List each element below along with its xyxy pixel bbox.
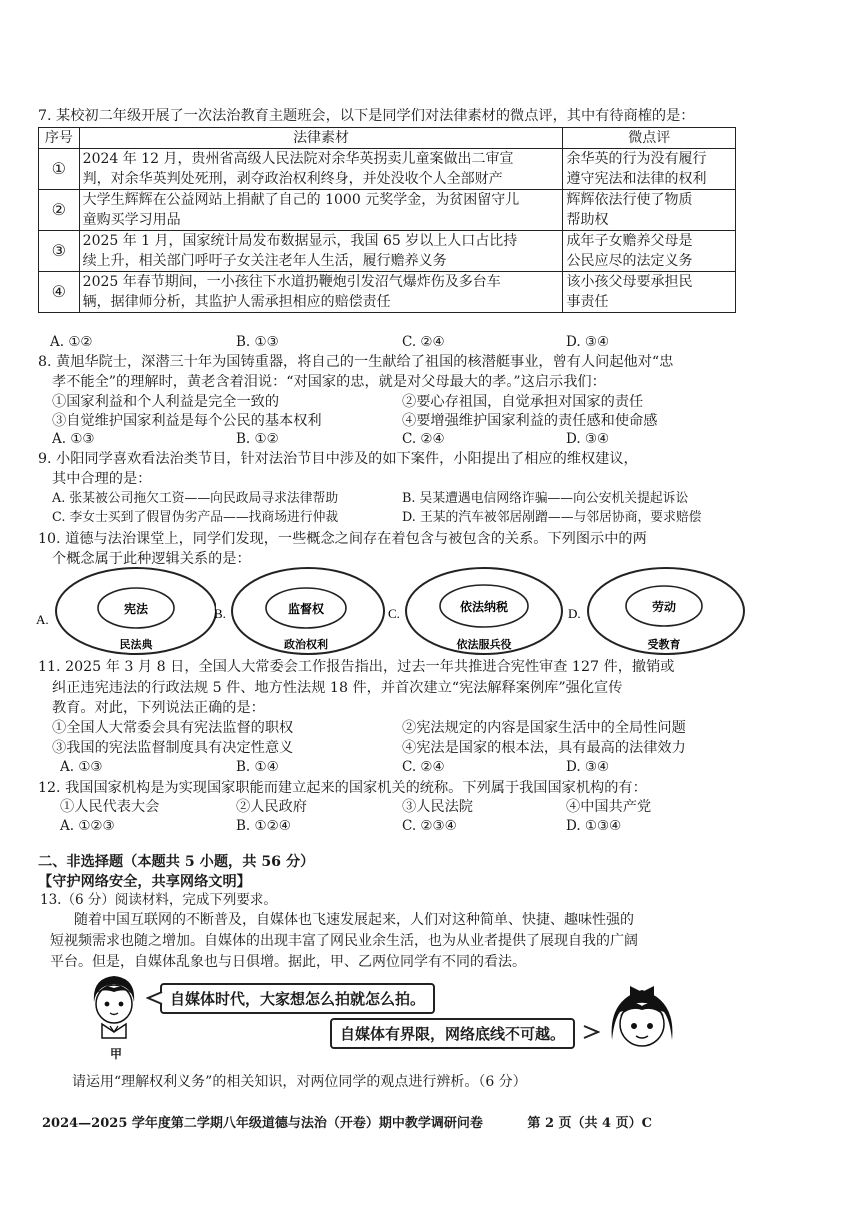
q7-option-a[interactable]: A. ①②: [50, 334, 93, 350]
page-footer: [42, 1112, 652, 1131]
q11-item: ②宪法规定的内容是国家生活中的全局性问题: [402, 720, 686, 736]
q12-item: ④中国共产党: [566, 799, 652, 815]
row-number: ①: [39, 149, 80, 190]
q11-item: ③我国的宪法监督制度具有决定性意义: [52, 740, 294, 756]
footer-exam-title: 2024—2025 学年度第二学期八年级道德与法治（开卷）期中教学调研问卷: [42, 1116, 483, 1131]
row-material: [79, 190, 563, 231]
q8-item: ④要增强维护国家利益的责任感和使命感: [402, 413, 658, 429]
q10-diagram-b[interactable]: [214, 566, 394, 660]
bubble-text: 自媒体时代，大家想怎么拍就怎么拍。: [170, 990, 426, 1008]
table-header-row: [39, 128, 736, 149]
q8-stem-line: 孝不能全”的理解时，黄老含着泪说：“对国家的忠，就是对父母最大的孝。”这启示我们：: [52, 374, 606, 390]
speech-bubble-jia: [160, 983, 435, 1014]
row-comment: [563, 272, 736, 313]
material-line: 大学生辉辉在公益网站上捐献了自己的 1000 元奖学金，为贫困留守儿: [82, 192, 520, 208]
q10-stem-line: 个概念属于此种逻辑关系的是：: [52, 551, 251, 567]
q8-stem-line: 8. 黄旭华院士，深潜三十年为国铸重器，将自己的一生献给了祖国的核潜艇事业，曾有人问起他对“忠: [38, 354, 674, 370]
diagram-outer-label: 受教育: [647, 638, 681, 651]
q8-item: ③自觉维护国家利益是每个公民的基本权利: [52, 413, 322, 429]
row-comment: [563, 190, 736, 231]
diagram-outer-label: 依法服兵役: [456, 638, 512, 651]
q11-option-b[interactable]: B. ①④: [236, 759, 279, 775]
row-material: [79, 272, 563, 313]
row-comment: [563, 231, 736, 272]
q10-diagram-d[interactable]: [568, 566, 750, 660]
comment-line: 事责任: [566, 294, 609, 310]
row-number: ②: [39, 190, 80, 231]
comment-line: 公民应尽的法定义务: [566, 253, 693, 269]
material-line: 续上升，相关部门呼吁子女关注老年人生活，履行赡养义务: [82, 253, 447, 269]
q11-item: ①全国人大常委会具有宪法监督的职权: [52, 720, 294, 736]
q9-stem-line: 9. 小阳同学喜欢看法治类节目，针对法治节目中涉及的如下案件，小阳提出了相应的维权建议，: [38, 451, 638, 467]
q8-option-d[interactable]: D. ③④: [566, 431, 610, 447]
q8-item: ①国家利益和个人利益是完全一致的: [52, 394, 280, 410]
comment-line: 该小孩父母要承担民: [566, 274, 693, 290]
q7-option-d[interactable]: D. ③④: [566, 334, 610, 350]
q13-task: 请运用“理解权利义务”的相关知识，对两位同学的观点进行辨析。（6 分）: [72, 1074, 527, 1090]
material-line: 2024 年 12 月，贵州省高级人民法院对余华英拐卖儿童案做出二审宣: [82, 151, 514, 167]
q10-stem-line: 10. 道德与法治课堂上，同学们发现，一些概念之间存在着包含与被包含的关系。下列图示中的两: [38, 531, 647, 547]
row-material: [79, 231, 563, 272]
q12-stem: 12. 我国国家机构是为实现国家职能而建立起来的国家机关的统称。下列属于我国国家机构的有：: [38, 780, 647, 796]
table-row: [39, 190, 736, 231]
material-line: 2025 年 1 月，国家统计局发布数据显示，我国 65 岁以上人口占比持: [82, 233, 518, 249]
table-header-material: 法律素材: [79, 128, 563, 149]
table-header-no: 序号: [39, 128, 80, 149]
student-jia-label: 甲: [110, 1047, 123, 1061]
table-row: [39, 272, 736, 313]
comment-line: 成年子女赡养父母是: [566, 233, 693, 249]
q8-item: ②要心存祖国，自觉承担对国家的责任: [402, 394, 644, 410]
bubble-text: 自媒体有界限，网络底线不可越。: [340, 1025, 566, 1043]
q9-stem-line: 其中合理的是：: [52, 471, 152, 487]
diagram-inner-label: 依法纳税: [459, 600, 509, 614]
row-number: ③: [39, 231, 80, 272]
q13-para-line: 平台。但是，自媒体乱象也与日俱增。据此，甲、乙两位同学有不同的看法。: [50, 954, 526, 970]
material-line: 童购买学习用品: [82, 212, 181, 228]
q11-stem-line: 纠正违宪违法的行政法规 5 件、地方性法规 18 件，并首次建立“宪法解释案例库”强化宣传: [52, 680, 623, 696]
q8-option-a[interactable]: A. ①③: [52, 431, 95, 447]
comment-line: 遵守宪法和法律的权利: [566, 171, 707, 187]
student-yi-illustration: [604, 980, 680, 1062]
diagram-letter: D.: [568, 606, 581, 621]
q12-option-a[interactable]: A. ①②③: [60, 818, 115, 834]
q9-option-b[interactable]: B. 吴某遭遇电信网络诈骗——向公安机关提起诉讼: [402, 491, 689, 506]
diagram-outer-label: 政治权利: [284, 638, 328, 651]
q8-option-b[interactable]: B. ①②: [236, 431, 279, 447]
speech-bubble-yi: [330, 1018, 575, 1049]
q12-option-c[interactable]: C. ②③④: [402, 818, 457, 834]
comment-line: 帮助权: [566, 212, 609, 228]
footer-page-number: 第 2 页（共 4 页）C: [527, 1116, 652, 1131]
comment-line: 辉辉依法行使了物质: [566, 192, 693, 208]
q12-item: ①人民代表大会: [60, 799, 160, 815]
material-line: 辆，据律师分析，其监护人需承担相应的赔偿责任: [82, 294, 391, 310]
q9-option-d[interactable]: D. 王某的汽车被邻居剐蹭——与邻居协商，要求赔偿: [402, 510, 702, 525]
table-row: [39, 149, 736, 190]
material-line: 判，对余华英判处死刑，剥夺政治权利终身，并处没收个人全部财产: [82, 171, 503, 187]
q8-option-c[interactable]: C. ②④: [402, 431, 445, 447]
q11-stem-line: 教育。对此，下列说法正确的是：: [52, 700, 265, 716]
q12-option-b[interactable]: B. ①②④: [236, 818, 291, 834]
diagram-inner-label: 监督权: [287, 602, 325, 616]
bubble-tail-icon: [146, 990, 164, 1006]
diagram-outer-label: 民法典: [119, 638, 153, 651]
bubble-tail-icon: [582, 1024, 600, 1040]
q11-option-a[interactable]: A. ①③: [60, 759, 103, 775]
q11-item: ④宪法是国家的根本法，具有最高的法律效力: [402, 740, 686, 756]
diagram-inner-label: 宪法: [123, 602, 149, 616]
row-number: ④: [39, 272, 80, 313]
table-row: [39, 231, 736, 272]
row-comment: [563, 149, 736, 190]
q7-option-b[interactable]: B. ①③: [236, 334, 279, 350]
diagram-inner-label: 劳动: [651, 600, 677, 614]
q9-option-a[interactable]: A. 张某被公司拖欠工资——向民政局寻求法律帮助: [52, 491, 339, 506]
q12-option-d[interactable]: D. ①③④: [566, 818, 622, 834]
q7-stem: 7. 某校初二年级开展了一次法治教育主题班会，以下是同学们对法律素材的微点评，其中有待商榷的是：: [38, 108, 695, 124]
table-header-comment: 微点评: [563, 128, 736, 149]
q13-stem: 13.（6 分）阅读材料，完成下列要求。: [40, 892, 277, 908]
q9-option-c[interactable]: C. 李女士买到了假冒伪劣产品——找商场进行仲裁: [52, 510, 339, 525]
q13-para-line: 短视频需求也随之增加。自媒体的出现丰富了网民业余生活，也为从业者提供了展现自我的广阔: [50, 933, 638, 949]
section-title: 二、非选择题（本题共 5 小题，共 56 分）: [38, 854, 315, 870]
q7-option-c[interactable]: C. ②④: [402, 334, 445, 350]
q10-diagram-c[interactable]: [388, 566, 568, 660]
q11-option-d[interactable]: D. ③④: [566, 759, 610, 775]
diagram-letter: A.: [36, 612, 49, 627]
q11-stem-line: 11. 2025 年 3 月 8 日，全国人大常委会工作报告指出，过去一年共推进合宪性审查 127 件，撤销或: [38, 659, 675, 675]
q13-para-line: 随着中国互联网的不断普及，自媒体也飞速发展起来，人们对这种简单、快捷、趣味性强的: [74, 912, 634, 928]
diagram-letter: C.: [388, 606, 400, 621]
comment-line: 余华英的行为没有履行: [566, 151, 707, 167]
q12-item: ③人民法院: [402, 799, 473, 815]
q10-diagram-a[interactable]: [36, 566, 216, 660]
q7-table: [38, 127, 736, 313]
q12-item: ②人民政府: [236, 799, 307, 815]
section-theme: 【守护网络安全，共享网络文明】: [38, 874, 251, 890]
diagram-letter: B.: [214, 606, 226, 621]
row-material: [79, 149, 563, 190]
q11-option-c[interactable]: C. ②④: [402, 759, 445, 775]
material-line: 2025 年春节期间，一小孩往下水道扔鞭炮引发沼气爆炸伤及多台车: [82, 274, 501, 290]
